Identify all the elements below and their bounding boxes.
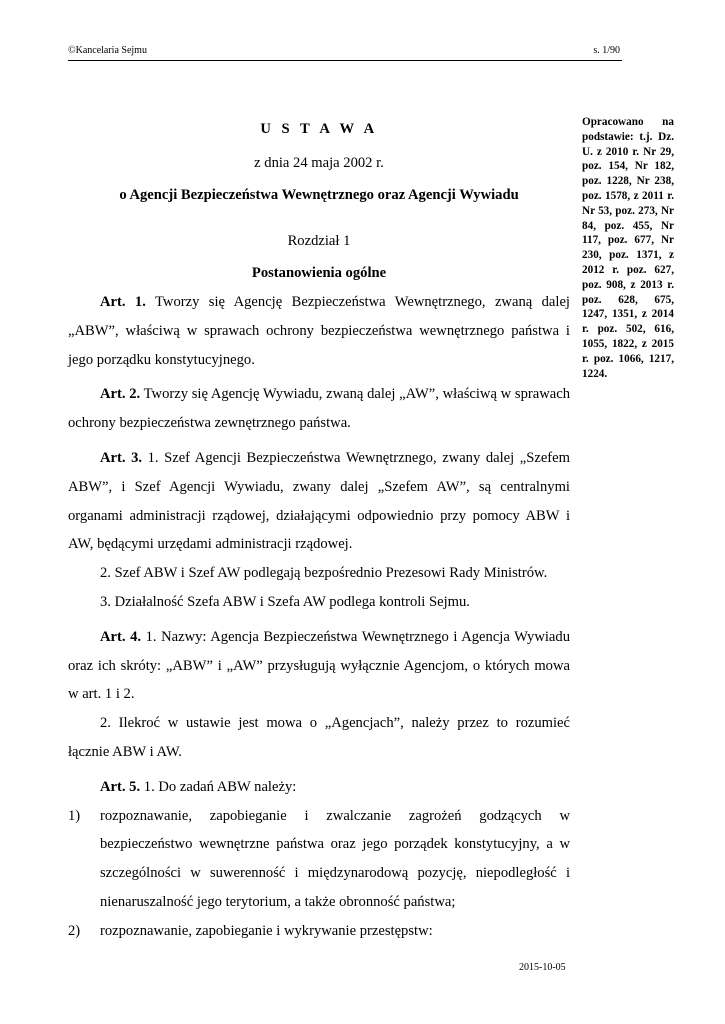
article-4-para-1: 1. Nazwy: Agencja Bezpieczeństwa Wewnętrznego i Agencja Wywiadu oraz ich skróty: „ABW” i „AW” przysługują wyłącznie Agencjom, o których mowa w art. 1 i 2. — [68, 628, 570, 703]
article-1 — [68, 288, 570, 374]
article-4-para-2: 2. Ilekroć w ustawie jest mowa o „Agencjach”, należy przez to rozumieć łącznie ABW i AW. — [68, 715, 570, 760]
article-1-text: Tworzy się Agencję Bezpieczeństwa Wewnętrznego, zwaną dalej „ABW”, właściwą w sprawach ochrony bezpieczeństwa wewnętrznego państwa i jego porządku konstytucyjnego. — [68, 294, 570, 368]
chapter-title: Postanowienia ogólne — [251, 265, 387, 281]
act-subject: o Agencji Bezpieczeństwa Wewnętrznego oraz Agencji Wywiadu — [119, 187, 519, 203]
header-page-number: s. 1/90 — [593, 45, 620, 56]
act-title: U S T A W A — [260, 121, 378, 137]
article-5-label: Art. 5. — [100, 778, 141, 795]
article-2-text: Tworzy się Agencję Wywiadu, zwaną dalej „AW”, właściwą w sprawach ochrony bezpieczeństwa zewnętrznego państwa. — [68, 386, 570, 432]
list-item-number: 1) — [68, 807, 81, 824]
act-date: z dnia 24 maja 2002 r. — [254, 155, 384, 171]
list-item — [68, 802, 570, 917]
page-header — [68, 44, 622, 61]
list-item-number: 2) — [68, 922, 81, 939]
article-4-label: Art. 4. — [100, 628, 142, 645]
article-3-para-1: 1. Szef Agencji Bezpieczeństwa Wewnętrznego, zwany dalej „Szefem ABW”, i Szef Agencji Wywiadu, zwany dalej „Szefem AW”, są centralnymi organami administracji rządowej, działającymi odpowiednio przy pomocy ABW i AW, będącymi urzędami administracji rządowej. — [68, 449, 570, 553]
article-3-para-3: 3. Działalność Szefa ABW i Szefa AW podlega kontroli Sejmu. — [100, 593, 470, 610]
article-5-para-1: 1. Do zadań ABW należy: — [143, 778, 297, 795]
list-item — [68, 917, 570, 946]
article-2-label: Art. 2. — [100, 386, 141, 403]
document-body — [68, 119, 570, 946]
chapter-number: Rozdział 1 — [287, 233, 351, 249]
article-3 — [68, 444, 570, 559]
list-item-text: rozpoznawanie, zapobieganie i wykrywanie przestępstw: — [100, 922, 433, 939]
article-3-para-2: 2. Szef ABW i Szef AW podlegają bezpośrednio Prezesowi Rady Ministrów. — [100, 565, 548, 582]
article-1-label: Art. 1. — [100, 294, 146, 310]
article-2 — [68, 380, 570, 438]
consolidated-text-note: Opracowano na podstawie: t.j. Dz. U. z 2010 r. Nr 29, poz. 154, Nr 182, poz. 1228, Nr 238, poz. 1578, z 2011 r. Nr 53, poz. 273, Nr 84, poz. 455, Nr 117, poz. 677, Nr 230, poz. 1371, z 2012 r. poz. 627, poz. 908, z 2013 r. poz. 628, 675, 1247, 1351, z 2014 r. poz. 502, 616, 1055, 1822, z 2015 r. poz. 1066, 1217, 1224. — [582, 116, 674, 380]
article-3-label: Art. 3. — [100, 449, 143, 466]
article-4 — [68, 623, 570, 709]
footer-date: 2015-10-05 — [519, 962, 566, 973]
header-publisher: ©Kancelaria Sejmu — [68, 45, 147, 56]
article-5 — [68, 773, 570, 802]
list-item-text: rozpoznawanie, zapobieganie i zwalczanie zagrożeń godzących w bezpieczeństwo wewnętrzne państwa oraz jego porządek konstytucyjny, a w szczególności w suwerenność i międzynarodową pozycję, niepodległość i nienaruszalność jego terytorium, a także obronność państwa; — [100, 807, 570, 910]
